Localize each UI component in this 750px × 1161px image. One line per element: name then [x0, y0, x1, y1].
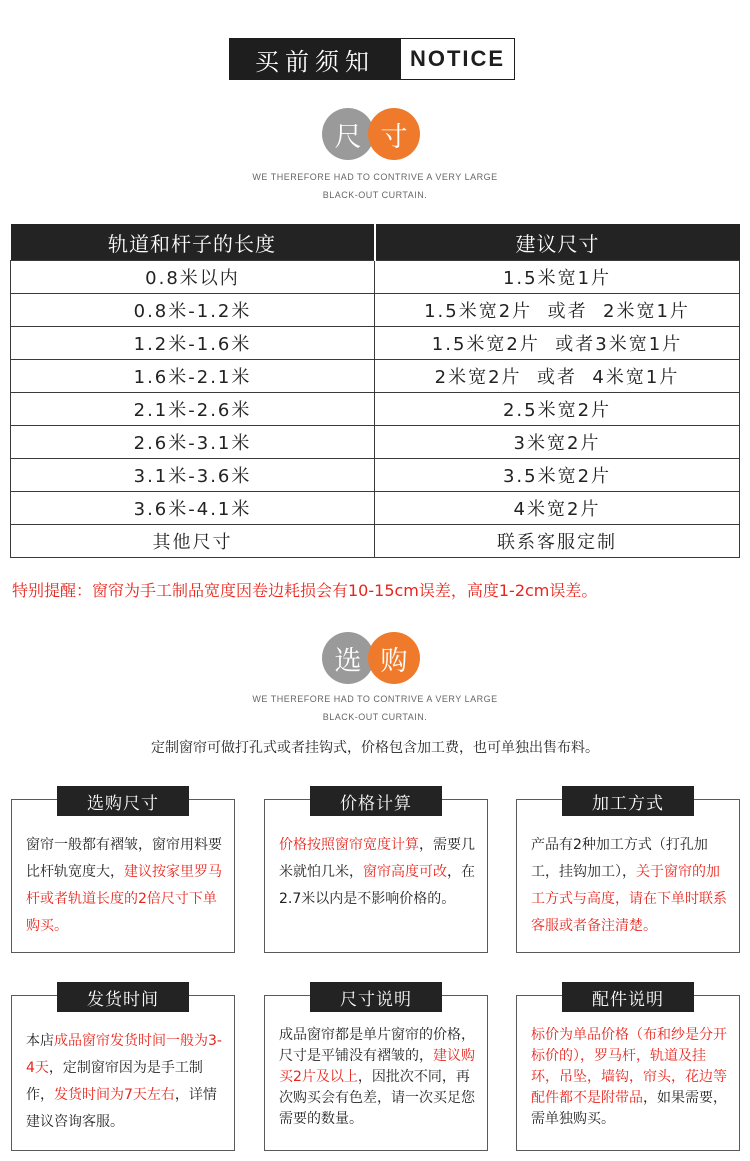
suggested-size-cell: 3米宽2片	[375, 426, 740, 459]
body-text: ，在2.7米以内是不影响价格的。	[279, 864, 475, 907]
size-badge	[322, 108, 422, 160]
buy-badge-char-2: 购	[368, 632, 420, 684]
table-row	[11, 360, 740, 393]
body-text: ，定制窗帘因为是手工制作，	[26, 1060, 203, 1103]
track-length-cell: 2.1米-2.6米	[11, 393, 375, 426]
suggested-size-cell: 4米宽2片	[375, 492, 740, 525]
table-row	[11, 327, 740, 360]
size-table-header	[11, 224, 740, 261]
info-box-price	[264, 793, 488, 953]
info-box-size	[11, 793, 235, 953]
column-header-track-length: 轨道和杆子的长度	[11, 224, 375, 261]
highlight-text: 关于窗帘的加工方式与高度，请在下单时联系客服或者备注清楚。	[531, 864, 727, 934]
highlight-text: 建议购买2片及以上	[279, 1048, 475, 1085]
body-text: 窗帘一般都有褶皱，窗帘用料要比杆轨宽度大，	[26, 837, 222, 880]
notice-title-en: NOTICE	[401, 38, 515, 80]
highlight-text: 成品窗帘发货时间一般为3-4天	[26, 1033, 222, 1076]
info-box-title: 选购尺寸	[57, 786, 189, 816]
highlight-text: 建议按家里罗马杆或者轨道长度的2倍尺寸下单购买。	[26, 864, 222, 934]
info-box-body	[531, 832, 727, 940]
table-row	[11, 525, 740, 558]
body-text: 本店	[26, 1033, 54, 1049]
custom-intro: 定制窗帘可做打孔式或者挂钩式，价格包含加工费，也可单独出售布料。	[151, 740, 599, 756]
info-box-title: 发货时间	[57, 982, 189, 1012]
notice-header	[229, 38, 515, 80]
track-length-cell: 3.6米-4.1米	[11, 492, 375, 525]
track-length-cell: 3.1米-3.6米	[11, 459, 375, 492]
size-badge-char-2: 寸	[368, 108, 420, 160]
track-length-cell: 2.6米-3.1米	[11, 426, 375, 459]
info-box-body	[531, 1025, 727, 1130]
info-box-size-note	[264, 989, 488, 1151]
body-text: ，因批次不同，再次购买会有色差，请一次买足您需要的数量。	[279, 1069, 475, 1127]
table-row	[11, 393, 740, 426]
info-box-body	[279, 832, 475, 913]
info-box-body	[26, 1028, 222, 1136]
info-box-processing	[516, 793, 740, 953]
info-box-shipping	[11, 989, 235, 1151]
body-text: ，需要几米就怕几米，	[279, 837, 475, 880]
highlight-text: 窗帘高度可改	[363, 864, 447, 880]
track-length-cell: 1.2米-1.6米	[11, 327, 375, 360]
table-row	[11, 459, 740, 492]
buy-badge-char-1: 选	[322, 632, 374, 684]
track-length-cell: 1.6米-2.1米	[11, 360, 375, 393]
info-box-title: 加工方式	[562, 786, 694, 816]
size-tagline-2: BLACK-OUT CURTAIN.	[322, 190, 428, 200]
info-box-accessories	[516, 989, 740, 1151]
body-text: ，如果需要，需单独购买。	[531, 1090, 727, 1127]
body-text: 成品窗帘都是单片窗帘的价格，尺寸是平铺没有褶皱的，	[279, 1027, 475, 1064]
highlight-text: 价格按照窗帘宽度计算	[279, 837, 419, 853]
buy-tagline-1: WE THEREFORE HAD TO CONTRIVE A VERY LARGE	[252, 694, 498, 704]
suggested-size-cell: 2.5米宽2片	[375, 393, 740, 426]
table-row	[11, 261, 740, 294]
special-reminder: 特别提醒：窗帘为手工制品宽度因卷边耗损会有10-15cm误差，高度1-2cm误差。	[12, 581, 598, 600]
table-row	[11, 492, 740, 525]
size-badge-char-1: 尺	[322, 108, 374, 160]
info-box-title: 尺寸说明	[310, 982, 442, 1012]
suggested-size-cell: 联系客服定制	[375, 525, 740, 558]
suggested-size-cell: 1.5米宽1片	[375, 261, 740, 294]
table-row	[11, 294, 740, 327]
buy-badge	[322, 632, 422, 684]
info-box-body	[279, 1025, 475, 1130]
track-length-cell: 0.8米以内	[11, 261, 375, 294]
suggested-size-cell: 3.5米宽2片	[375, 459, 740, 492]
highlight-text: 发货时间为7天左右	[54, 1087, 175, 1103]
suggested-size-cell: 1.5米宽2片 或者 2米宽1片	[375, 294, 740, 327]
track-length-cell: 其他尺寸	[11, 525, 375, 558]
column-header-suggested-size: 建议尺寸	[375, 224, 740, 261]
track-length-cell: 0.8米-1.2米	[11, 294, 375, 327]
suggested-size-cell: 2米宽2片 或者 4米宽1片	[375, 360, 740, 393]
buy-tagline-2: BLACK-OUT CURTAIN.	[322, 712, 428, 722]
table-row	[11, 426, 740, 459]
body-text: 产品有2种加工方式（打孔加工，挂钩加工），	[531, 837, 708, 880]
info-box-title: 配件说明	[562, 982, 694, 1012]
notice-title-cn: 买前须知	[229, 38, 401, 80]
size-table	[10, 224, 740, 558]
size-tagline-1: WE THEREFORE HAD TO CONTRIVE A VERY LARGE	[252, 172, 498, 182]
suggested-size-cell: 1.5米宽2片 或者3米宽1片	[375, 327, 740, 360]
highlight-text: 标价为单品价格（布和纱是分开标价的），罗马杆，轨道及挂环，吊坠，墙钩，帘头，花边等配件都不是附带品	[531, 1027, 727, 1106]
body-text: ，详情建议咨询客服。	[26, 1087, 217, 1130]
info-box-body	[26, 832, 222, 940]
info-box-title: 价格计算	[310, 786, 442, 816]
